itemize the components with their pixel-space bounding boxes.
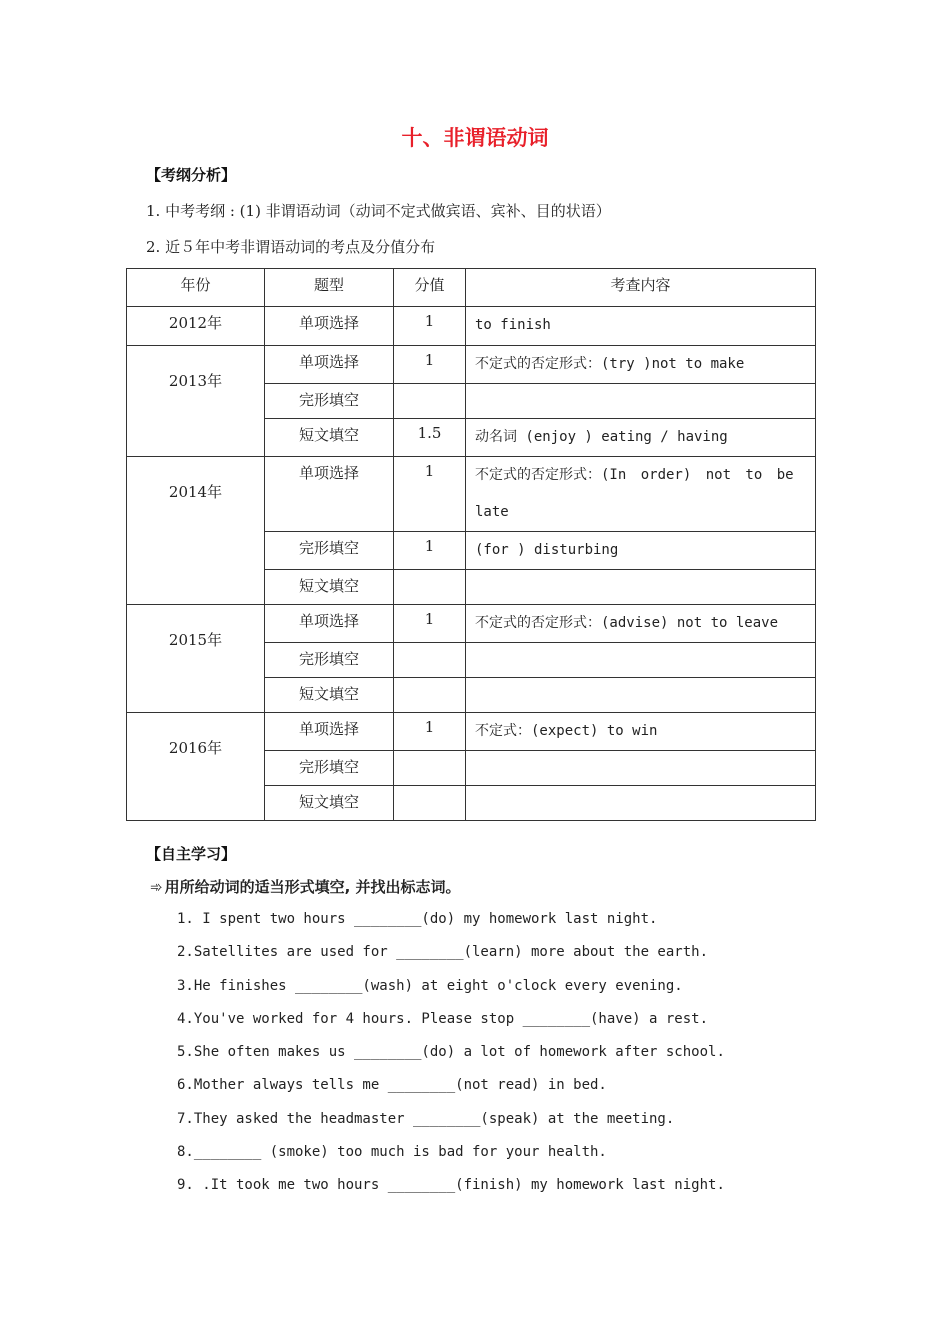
exercise-list: [177, 908, 725, 1208]
exercise-item: 9. .It took me two hours ________(finish) my homework last night.: [177, 1177, 725, 1194]
content-cell: 不定式的否定形式：(try )not to make: [466, 346, 816, 384]
content-cell: [466, 786, 816, 821]
header-type: 题型: [265, 269, 394, 307]
section-heading-self-study: 【自主学习】: [146, 845, 237, 863]
type-cell: 单项选择: [265, 307, 394, 346]
score-cell: [394, 678, 466, 713]
table-row: [127, 457, 816, 532]
type-cell: 单项选择: [265, 346, 394, 384]
table-header-row: [127, 269, 816, 307]
table-row: [127, 346, 816, 384]
table-row: [127, 605, 816, 643]
syllabus-line-2: 2. 近５年中考非谓语动词的考点及分值分布: [146, 238, 436, 256]
content-cell: 不定式：(expect) to win: [466, 713, 816, 751]
type-cell: 完形填空: [265, 643, 394, 678]
type-cell: 短文填空: [265, 678, 394, 713]
page-title: 十、非谓语动词: [401, 126, 549, 150]
header-content: 考查内容: [466, 269, 816, 307]
content-cell: 动名词 (enjoy ) eating / having: [466, 419, 816, 457]
exercise-item: 4.You've worked for 4 hours. Please stop ________(have) a rest.: [177, 1010, 709, 1027]
exam-distribution-table: [126, 268, 816, 821]
header-year: 年份: [127, 269, 265, 307]
exercise-item: 8.________ (smoke) too much is bad for your health.: [177, 1144, 607, 1161]
table-row: [127, 307, 816, 346]
score-cell: 1: [394, 457, 466, 532]
content-cell: [466, 751, 816, 786]
year-cell: 2016年: [127, 713, 265, 821]
exercise-item: 2.Satellites are used for ________(learn) more about the earth.: [177, 944, 709, 961]
type-cell: 完形填空: [265, 751, 394, 786]
score-cell: 1: [394, 532, 466, 570]
score-cell: [394, 643, 466, 678]
exercise-item: 3.He finishes ________(wash) at eight o'clock every evening.: [177, 977, 683, 994]
type-cell: 完形填空: [265, 532, 394, 570]
exercise-item: 6.Mother always tells me ________(not read) in bed.: [177, 1077, 607, 1094]
content-cell: [466, 384, 816, 419]
syllabus-line-1: 1. 中考考纲 : (1) 非谓语动词（动词不定式做宾语、宾补、目的状语）: [146, 202, 611, 220]
instruction-text: 用所给动词的适当形式填空, 并找出标志词。: [164, 878, 461, 896]
content-cell: to finish: [466, 307, 816, 346]
content-cell: [466, 570, 816, 605]
score-cell: [394, 786, 466, 821]
content-cell: [466, 643, 816, 678]
type-cell: 单项选择: [265, 605, 394, 643]
exercise-instruction: [150, 876, 461, 897]
type-cell: 单项选择: [265, 457, 394, 532]
content-cell: 不定式的否定形式：(advise) not to leave: [466, 605, 816, 643]
year-cell: 2012年: [127, 307, 265, 346]
section-heading-syllabus: 【考纲分析】: [146, 166, 237, 184]
type-cell: 短文填空: [265, 570, 394, 605]
score-cell: [394, 751, 466, 786]
exercise-item: 1. I spent two hours ________(do) my homework last night.: [177, 911, 658, 927]
exercise-item: 7.They asked the headmaster ________(speak) at the meeting.: [177, 1110, 675, 1127]
hand-arrow-icon: ➾: [150, 878, 163, 896]
year-cell: 2013年: [127, 346, 265, 457]
score-cell: 1: [394, 346, 466, 384]
score-cell: 1.5: [394, 419, 466, 457]
table-row: [127, 713, 816, 751]
exercise-item: 5.She often makes us ________(do) a lot of homework after school.: [177, 1044, 725, 1061]
type-cell: 短文填空: [265, 786, 394, 821]
score-cell: [394, 384, 466, 419]
score-cell: 1: [394, 307, 466, 346]
type-cell: 完形填空: [265, 384, 394, 419]
type-cell: 短文填空: [265, 419, 394, 457]
header-score: 分值: [394, 269, 466, 307]
content-cell: 不定式的否定形式：(In order) not to be late: [466, 457, 816, 532]
content-cell: [466, 678, 816, 713]
score-cell: 1: [394, 605, 466, 643]
year-cell: 2015年: [127, 605, 265, 713]
score-cell: [394, 570, 466, 605]
year-cell: 2014年: [127, 457, 265, 605]
score-cell: 1: [394, 713, 466, 751]
type-cell: 单项选择: [265, 713, 394, 751]
content-cell: (for ) disturbing: [466, 532, 816, 570]
